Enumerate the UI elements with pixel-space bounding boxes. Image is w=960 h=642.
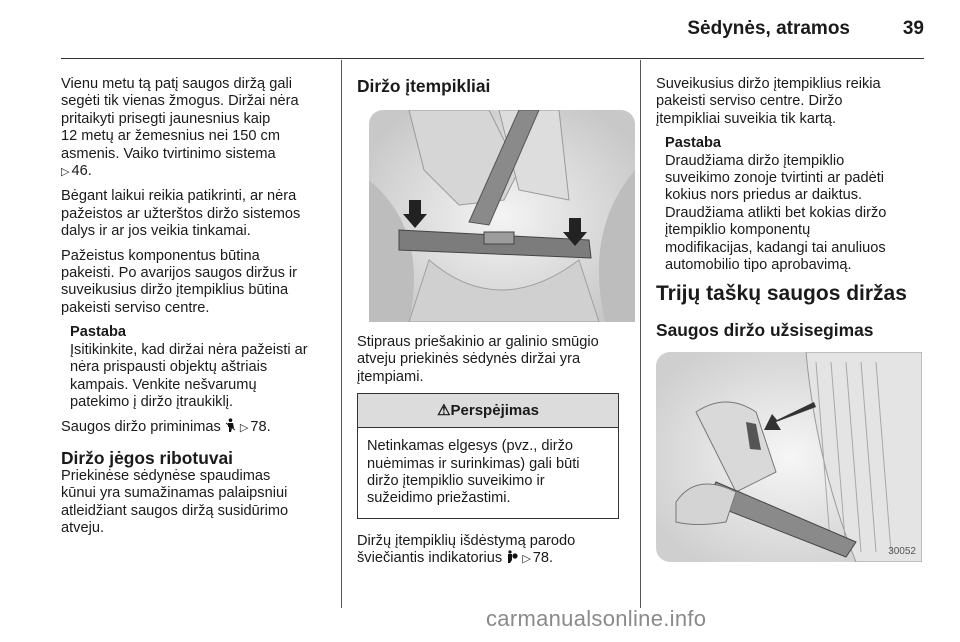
note-title: Pastaba	[70, 324, 126, 341]
page-reference[interactable]: 46.	[71, 163, 92, 180]
reference-triangle-icon: ▷	[239, 422, 249, 435]
section-heading-large: Trijų taškų saugos diržas	[656, 282, 907, 306]
warning-header	[358, 394, 618, 428]
paragraph-replace: Pažeistus komponentus būtina pakeisti. Po avarijos saugos diržus ir suveikusius diržo įtempiklius būtina pakeisti serviso centre.	[61, 247, 298, 316]
column-1	[61, 76, 337, 544]
column-2	[357, 76, 635, 576]
airbag-indicator-icon	[506, 550, 518, 564]
page-reference[interactable]: 78.	[250, 419, 271, 436]
paragraph-replace-pretensioner: Suveikusius diržo įtempiklius reikia pakeisti serviso centre. Diržo įtempikliai suveikia tik kartą.	[656, 76, 881, 127]
watermark: carmanualsonline.info	[486, 606, 707, 631]
note-title: Pastaba	[665, 135, 721, 152]
reference-triangle-icon: ▷	[61, 166, 70, 179]
paragraph-force-limiters: Priekinėse sėdynėse spaudimas kūnui yra sumažinamas palaipsniui atleidžiant saugos diržą susidūrimo atveju.	[61, 467, 289, 536]
seatbelt-reminder-icon	[225, 418, 236, 433]
paragraph-pretension: Stipraus priešakinio ar galinio smūgio atveju priekinės sėdynės diržai yra įtempiami.	[357, 334, 599, 385]
header-title: Sėdynės, atramos	[687, 18, 850, 39]
seatbelt-buckle-illustration	[656, 352, 922, 562]
buckle-figure	[656, 352, 922, 562]
column-divider-1	[341, 60, 342, 608]
warning-body: Netinkamas elgesys (pvz., diržo nuėmimas ir surinkimas) gali būti diržo įtempiklio suveikimo ir sužeidimo priežastimi.	[367, 438, 580, 507]
note-block: Pastaba Draudžiama diržo įtempiklio suveikimo zonoje tvirtinti ar padėti kokius nors priedus ar daiktus. Draudžiama atlikti bet kokias diržo įtempiklio komponentų modifikacijas, kadangi tai anuliuos automobilio tipo aprobavimą.	[665, 135, 924, 274]
paragraph-indicator: Diržų įtempiklių išdėstymą parodo šviečiantis indikatorius ▷ 78.	[357, 532, 576, 567]
note-block: Pastaba Įsitikinkite, kad diržai nėra pažeisti ar nėra prispausti objektų aštriais kampais. Venkite nešvarumų patekimo į diržo įtraukiklį.	[70, 324, 337, 411]
header-rule	[61, 58, 924, 59]
warning-triangle-icon: ⚠	[437, 402, 451, 420]
page-reference[interactable]: 78.	[532, 550, 554, 567]
section-heading: Diržo įtempikliai	[357, 76, 491, 96]
section-heading: Diržo jėgos ribotuvai	[61, 447, 233, 468]
column-3	[656, 76, 924, 562]
paragraph-inspection: Bėgant laikui reikia patikrinti, ar nėra pažeistos ar užterštos diržo sistemos dalys ir ar jos veikia tinkamai.	[61, 188, 301, 240]
pretensioner-illustration	[369, 110, 635, 322]
figure-code: 30052	[888, 546, 916, 558]
warning-title: Perspėjimas	[450, 402, 539, 420]
reference-triangle-icon: ▷	[522, 553, 531, 566]
section-heading: Saugos diržo užsisegimas	[656, 320, 874, 341]
paragraph-single-user: Vienu metu tą patį saugos diržą gali segėti tik vienas žmogus. Diržai nėra pritaikyti prisegti jaunesnius kaip 12 metų ar žemesnius nei 150 cm asmenis. Vaiko tvirtinimo sistema ▷ 46.	[61, 76, 299, 180]
paragraph-reminder: Saugos diržo priminimas ▷ 78.	[61, 419, 271, 436]
column-divider-2	[640, 60, 641, 608]
warning-box	[357, 393, 619, 519]
page-number: 39	[902, 18, 924, 39]
